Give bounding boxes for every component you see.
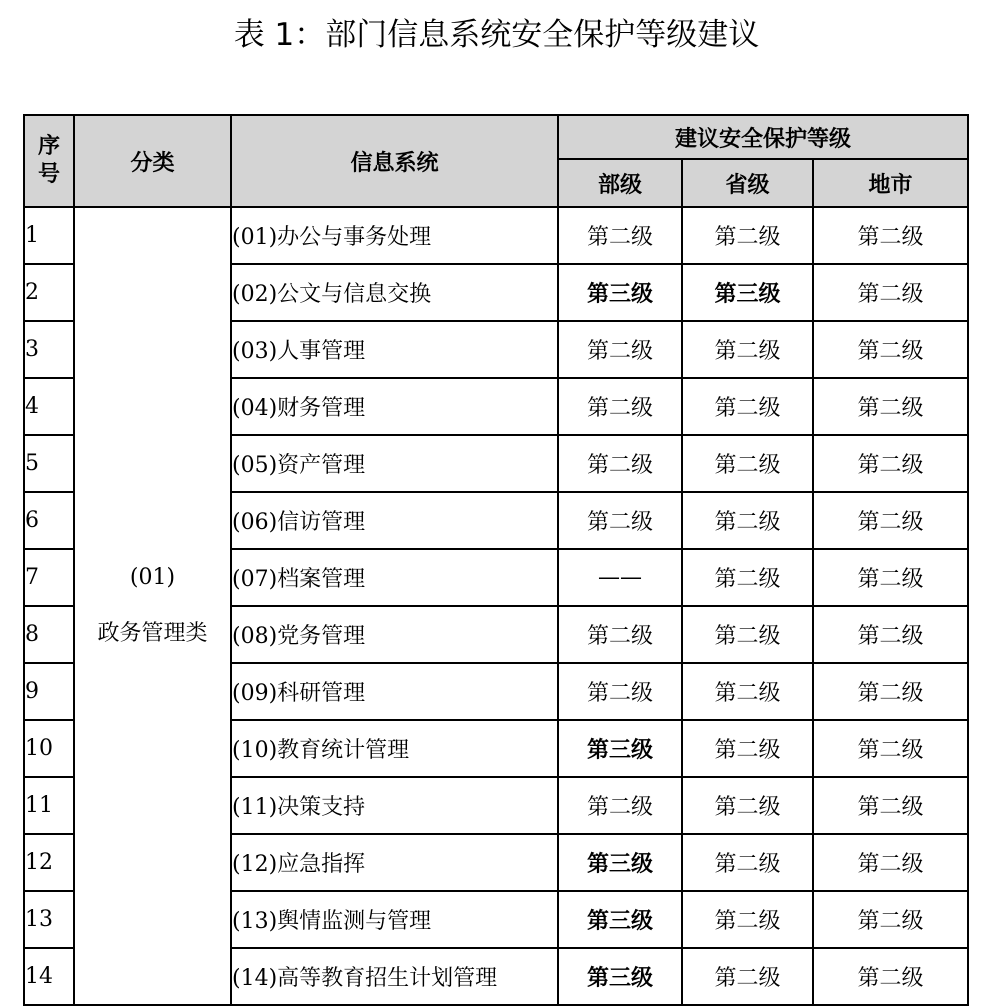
level-city: 第二级 <box>813 606 968 663</box>
level-city: 第二级 <box>813 492 968 549</box>
row-number: 6 <box>24 492 74 549</box>
level-prov: 第二级 <box>682 207 813 264</box>
row-number: 1 <box>24 207 74 264</box>
system-name: (10)教育统计管理 <box>231 720 558 777</box>
level-city: 第二级 <box>813 321 968 378</box>
level-prov: 第二级 <box>682 435 813 492</box>
level-city: 第二级 <box>813 264 968 321</box>
row-number: 7 <box>24 549 74 606</box>
system-name: (05)资产管理 <box>231 435 558 492</box>
row-number: 12 <box>24 834 74 891</box>
level-dept: 第二级 <box>558 606 682 663</box>
level-dept: —— <box>558 549 682 606</box>
row-number: 3 <box>24 321 74 378</box>
level-dept: 第三级 <box>558 891 682 948</box>
row-number: 13 <box>24 891 74 948</box>
system-name: (12)应急指挥 <box>231 834 558 891</box>
level-dept: 第二级 <box>558 663 682 720</box>
security-level-table <box>23 114 969 1006</box>
level-city: 第二级 <box>813 378 968 435</box>
row-number: 10 <box>24 720 74 777</box>
system-name: (08)党务管理 <box>231 606 558 663</box>
level-prov: 第二级 <box>682 777 813 834</box>
system-name: (11)决策支持 <box>231 777 558 834</box>
level-prov: 第三级 <box>682 264 813 321</box>
level-prov: 第二级 <box>682 948 813 1005</box>
level-city: 第二级 <box>813 891 968 948</box>
level-prov: 第二级 <box>682 549 813 606</box>
header-seq-line2: 号 <box>37 162 60 187</box>
header-system: 信息系统 <box>231 115 558 207</box>
level-prov: 第二级 <box>682 321 813 378</box>
level-city: 第二级 <box>813 834 968 891</box>
system-name: (01)办公与事务处理 <box>231 207 558 264</box>
header-category: 分类 <box>74 115 231 207</box>
level-prov: 第二级 <box>682 492 813 549</box>
header-level-city: 地市 <box>813 159 968 207</box>
system-name: (04)财务管理 <box>231 378 558 435</box>
header-seq <box>24 115 74 207</box>
system-name: (13)舆情监测与管理 <box>231 891 558 948</box>
header-level-dept: 部级 <box>558 159 682 207</box>
system-name: (06)信访管理 <box>231 492 558 549</box>
system-name: (07)档案管理 <box>231 549 558 606</box>
level-prov: 第二级 <box>682 834 813 891</box>
level-dept: 第二级 <box>558 777 682 834</box>
level-dept: 第二级 <box>558 378 682 435</box>
level-city: 第二级 <box>813 720 968 777</box>
category-name: 政务管理类 <box>97 621 208 646</box>
level-prov: 第二级 <box>682 663 813 720</box>
header-level-group: 建议安全保护等级 <box>558 115 968 159</box>
header-level-prov: 省级 <box>682 159 813 207</box>
system-name: (14)高等教育招生计划管理 <box>231 948 558 1005</box>
level-city: 第二级 <box>813 663 968 720</box>
level-dept: 第三级 <box>558 948 682 1005</box>
level-prov: 第二级 <box>682 720 813 777</box>
row-number: 14 <box>24 948 74 1005</box>
level-prov: 第二级 <box>682 606 813 663</box>
row-number: 5 <box>24 435 74 492</box>
level-dept: 第三级 <box>558 720 682 777</box>
system-name: (02)公文与信息交换 <box>231 264 558 321</box>
level-city: 第二级 <box>813 777 968 834</box>
category-code: (01) <box>129 565 176 590</box>
level-city: 第二级 <box>813 207 968 264</box>
row-number: 2 <box>24 264 74 321</box>
header-seq-line1: 序 <box>37 134 60 159</box>
category-cell <box>74 207 231 1005</box>
system-name: (09)科研管理 <box>231 663 558 720</box>
level-dept: 第二级 <box>558 207 682 264</box>
level-dept: 第三级 <box>558 834 682 891</box>
level-dept: 第二级 <box>558 321 682 378</box>
row-number: 11 <box>24 777 74 834</box>
level-dept: 第二级 <box>558 492 682 549</box>
level-prov: 第二级 <box>682 891 813 948</box>
row-number: 9 <box>24 663 74 720</box>
system-name: (03)人事管理 <box>231 321 558 378</box>
level-city: 第二级 <box>813 549 968 606</box>
row-number: 4 <box>24 378 74 435</box>
level-prov: 第二级 <box>682 378 813 435</box>
table-row <box>24 207 968 264</box>
level-dept: 第二级 <box>558 435 682 492</box>
level-city: 第二级 <box>813 948 968 1005</box>
table-body <box>24 207 968 1005</box>
table-title: 表 1：部门信息系统安全保护等级建议 <box>233 17 760 53</box>
level-dept: 第三级 <box>558 264 682 321</box>
row-number: 8 <box>24 606 74 663</box>
level-city: 第二级 <box>813 435 968 492</box>
